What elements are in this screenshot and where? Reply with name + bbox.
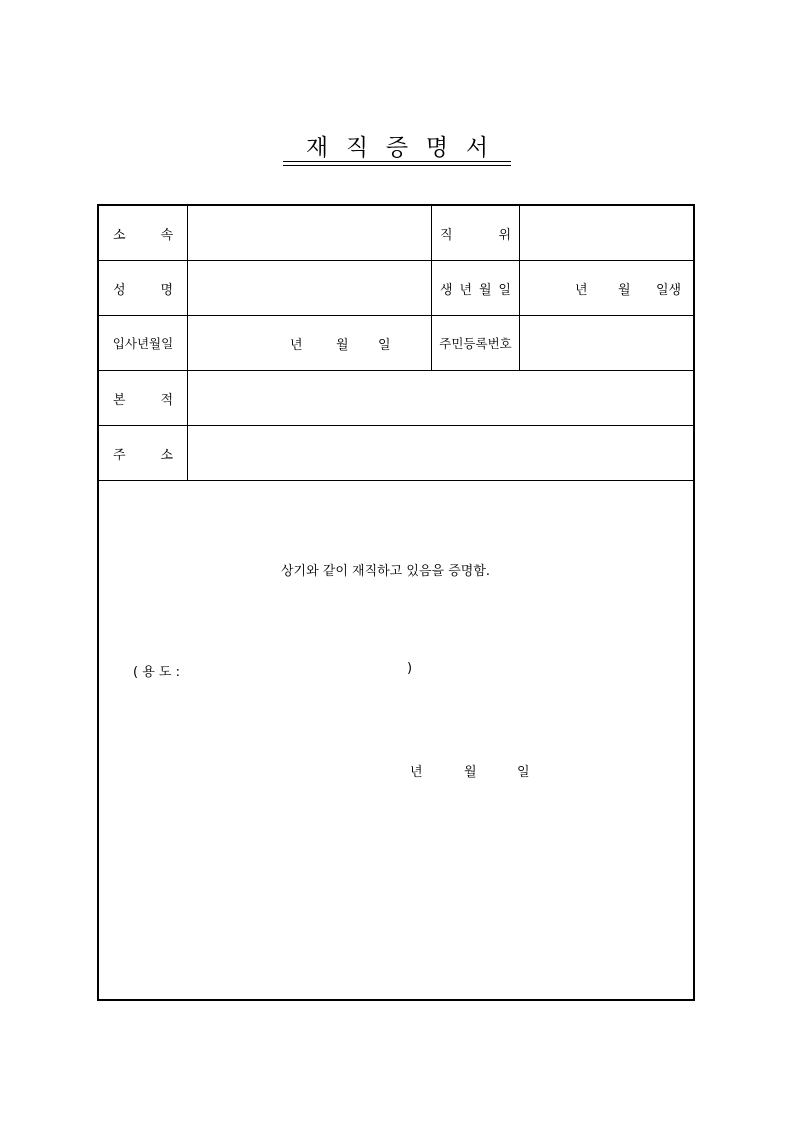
label-char: 일 [498,282,511,298]
label-birthdate [432,261,519,315]
label-char: 년 [459,282,473,298]
title-underline-double [283,165,511,166]
hire-month-unit: 월 [336,338,349,353]
title-char: 서 [465,134,489,161]
purpose-close-paren: ) [407,661,413,676]
issue-year-unit: 년 [410,765,423,780]
name-field[interactable] [188,261,431,315]
title-char: 재 [305,134,329,161]
hire-day-unit: 일 [378,338,391,353]
label-affiliation [99,206,187,260]
label-char: 적 [160,392,173,408]
birthdate-field[interactable] [520,261,695,315]
label-char: 직 [440,227,453,243]
hire-date-field[interactable] [188,316,431,370]
title-char: 명 [425,134,449,161]
label-position [432,206,519,260]
label-char: 속 [160,227,173,243]
label-char: 생 [440,282,453,298]
hire-year-unit: 년 [290,338,303,353]
title-underline [283,161,511,162]
certification-statement: 상기와 같이 재직하고 있음을 증명함. [281,564,491,579]
title-char: 직 [345,134,369,161]
address-field[interactable] [188,426,695,480]
document-title [283,132,511,166]
label-char: 명 [160,282,173,298]
birth-day-unit: 일생 [656,283,682,298]
label-resident-number: 주민등록번호 [439,336,512,351]
label-name [99,261,187,315]
label-address [99,426,187,480]
resident-number-field[interactable] [520,316,695,370]
label-char: 본 [113,392,126,408]
label-char: 위 [498,227,511,243]
position-field[interactable] [520,206,695,260]
title-char: 증 [385,134,409,161]
label-char: 성 [113,282,126,298]
label-char: 소 [113,227,126,243]
certificate-form [97,204,695,1001]
title-text [283,132,511,161]
row-divider [99,480,693,481]
birth-year-unit: 년 [575,283,588,298]
label-char: 소 [160,447,173,463]
affiliation-field[interactable] [188,206,431,260]
label-char: 주 [113,447,126,463]
label-registered-domicile [99,371,187,425]
label-char: 월 [478,282,492,298]
issue-day-unit: 일 [517,765,530,780]
purpose-field[interactable] [201,661,401,677]
purpose-label: ( 용 도 : [133,665,180,680]
registered-domicile-field[interactable] [188,371,695,425]
issue-month-unit: 월 [464,765,477,780]
label-hire-date: 입사년월일 [112,336,174,351]
birth-month-unit: 월 [618,283,631,298]
